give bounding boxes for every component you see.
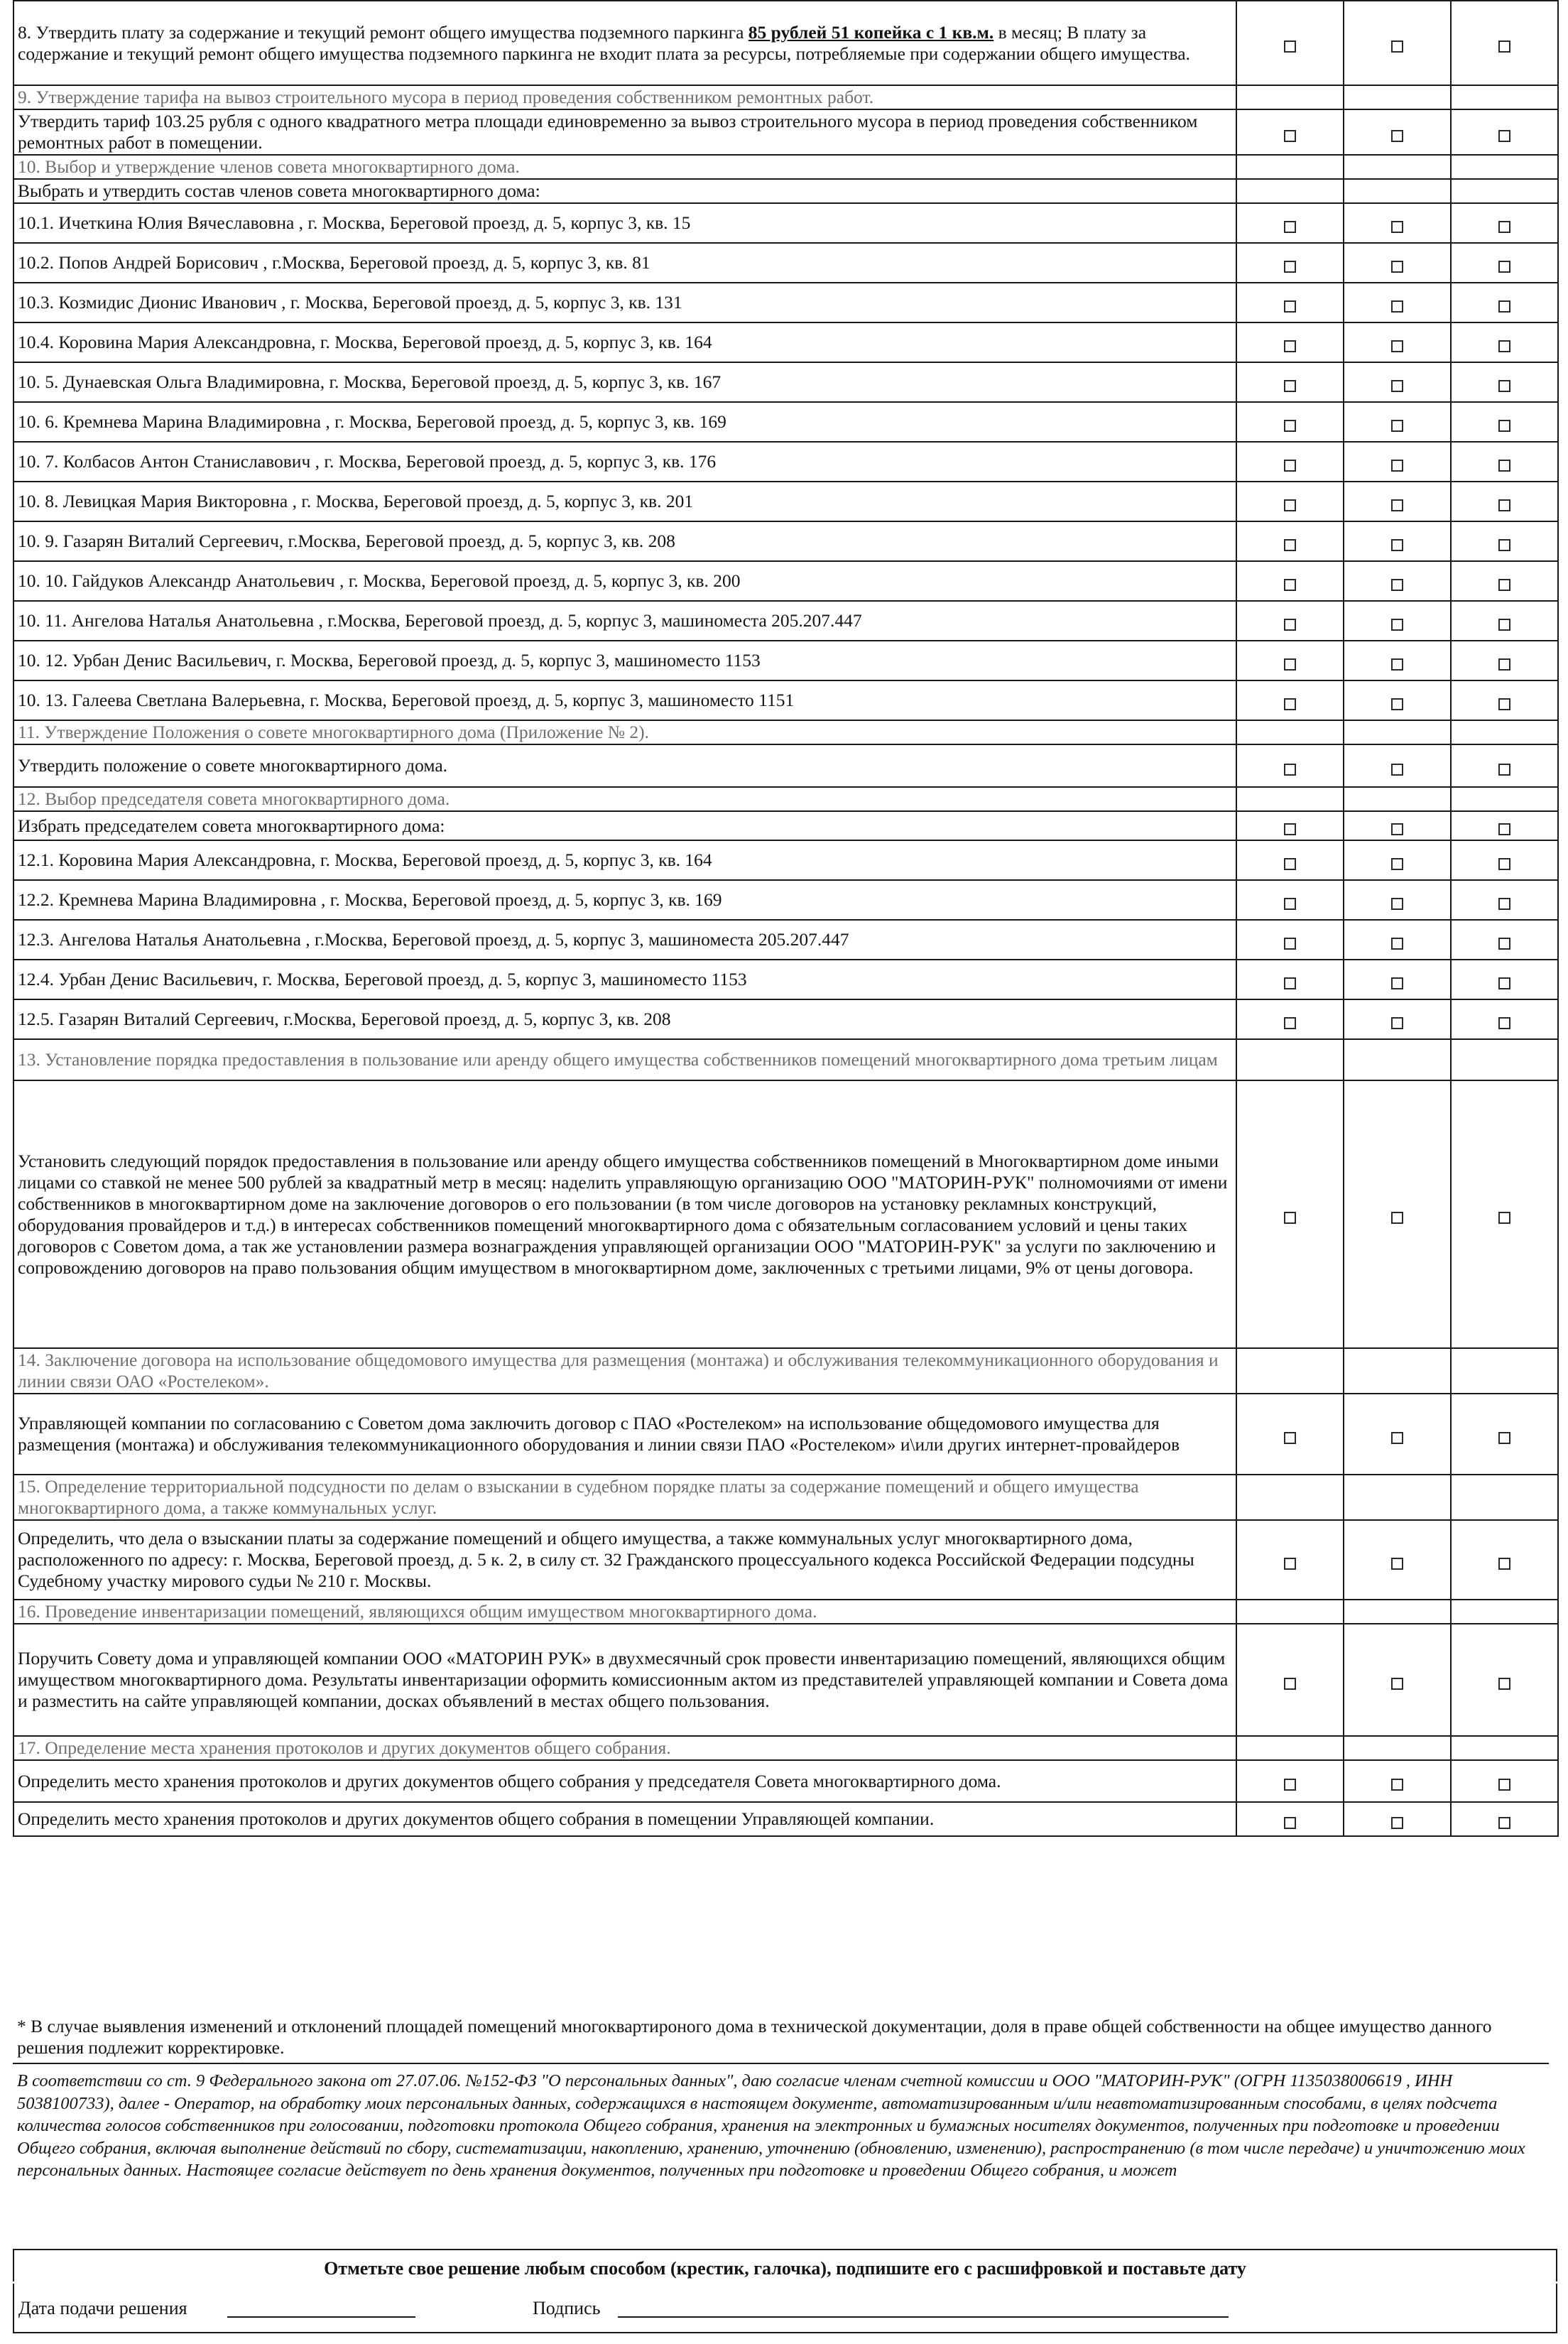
- vote-abstain-checkbox[interactable]: [1498, 1558, 1510, 1570]
- decision-row: [13, 442, 1558, 482]
- decision-text: 10. 6. Кремнева Марина Владимировна , г. Москва, Береговой проезд, д. 5, корпус 3, кв. 169: [13, 402, 1236, 442]
- signature-footer: [13, 2284, 1557, 2333]
- ballot-sheet: [13, 0, 1557, 1837]
- vote-cell: [1451, 720, 1558, 744]
- vote-for-checkbox[interactable]: [1284, 300, 1296, 313]
- vote-cell: [1236, 561, 1344, 601]
- vote-cell: [1344, 402, 1451, 442]
- vote-cell: [1451, 203, 1558, 243]
- vote-against-checkbox[interactable]: [1391, 619, 1403, 631]
- decision-row: [13, 999, 1558, 1039]
- vote-cell: [1344, 641, 1451, 680]
- decision-row: [13, 1760, 1558, 1802]
- vote-cell: [1451, 179, 1558, 203]
- vote-cell: [1236, 744, 1344, 787]
- vote-cell: [1344, 1039, 1451, 1080]
- vote-cell: [1344, 720, 1451, 744]
- vote-cell: [1344, 283, 1451, 322]
- vote-cell: [1451, 1394, 1558, 1475]
- decision-text: Утвердить тариф 103.25 рубля с одного квадратного метра площади единовременно за вывоз строительного мусора в период проведения собственником ремонтных работ в помещении.: [13, 109, 1236, 155]
- vote-against-checkbox[interactable]: [1391, 1779, 1403, 1791]
- section-heading: 14. Заключение договора на использование общедомового имущества для размещения (монтажа) и обслуживания телекоммуникационного оборудования и линии связи ОАО «Ростелеком».: [13, 1348, 1236, 1394]
- vote-cell: [1236, 442, 1344, 482]
- vote-cell: [1451, 641, 1558, 680]
- vote-abstain-checkbox[interactable]: [1498, 619, 1510, 631]
- decision-row: [13, 744, 1558, 787]
- vote-against-checkbox[interactable]: [1391, 420, 1403, 432]
- vote-cell: [1344, 442, 1451, 482]
- vote-against-checkbox[interactable]: [1391, 1432, 1403, 1444]
- vote-against-checkbox[interactable]: [1391, 1017, 1403, 1029]
- decision-row: [13, 1520, 1558, 1600]
- vote-cell: [1236, 482, 1344, 521]
- vote-cell: [1451, 243, 1558, 283]
- vote-against-checkbox[interactable]: [1391, 858, 1403, 870]
- section-heading: 10. Выбор и утверждение членов совета многоквартирного дома.: [13, 155, 1236, 179]
- vote-cell: [1451, 322, 1558, 362]
- vote-cell: [1344, 1394, 1451, 1475]
- vote-cell: [1451, 840, 1558, 880]
- decision-text: 10.4. Коровина Мария Александровна, г. Москва, Береговой проезд, д. 5, корпус 3, кв. 164: [13, 322, 1236, 362]
- section-heading-row: [13, 85, 1558, 109]
- vote-abstain-checkbox[interactable]: [1498, 1779, 1510, 1791]
- vote-cell: [1344, 999, 1451, 1039]
- decision-text: Утвердить положение о совете многоквартирного дома.: [13, 744, 1236, 787]
- vote-cell: [1451, 1039, 1558, 1080]
- decision-row: [13, 561, 1558, 601]
- vote-cell: [1451, 744, 1558, 787]
- vote-cell: [1236, 1624, 1344, 1736]
- decision-text: Поручить Совету дома и управляющей компании ООО «МАТОРИН РУК» в двухмесячный срок провести инвентаризацию помещений, являющихся общим имуществом многоквартирного дома. Результаты инвентаризации оформить комиссионным актом из представителей управляющей компании и Совета дома и разместить на сайте управляющей компании, досках объявлений в местах общего пользования.: [13, 1624, 1236, 1736]
- vote-cell: [1236, 840, 1344, 880]
- vote-cell: [1236, 179, 1344, 203]
- vote-abstain-checkbox[interactable]: [1498, 499, 1510, 511]
- section-heading-row: [13, 1600, 1558, 1624]
- vote-cell: [1344, 1600, 1451, 1624]
- decision-row: [13, 960, 1558, 999]
- section-heading-row: [13, 1736, 1558, 1760]
- decision-row: [13, 402, 1558, 442]
- decision-row: [13, 203, 1558, 243]
- vote-cell: [1451, 482, 1558, 521]
- vote-cell: [1344, 1, 1451, 85]
- decision-text: 10. 13. Галеева Светлана Валерьевна, г. Москва, Береговой проезд, д. 5, корпус 3, машиноместо 1151: [13, 680, 1236, 720]
- decision-text: 12.2. Кремнева Марина Владимировна , г. Москва, Береговой проезд, д. 5, корпус 3, кв. 169: [13, 880, 1236, 920]
- vote-cell: [1344, 1802, 1451, 1836]
- vote-for-checkbox[interactable]: [1284, 764, 1296, 776]
- vote-against-checkbox[interactable]: [1391, 938, 1403, 950]
- section-heading: 11. Утверждение Положения о совете многоквартирного дома (Приложение № 2).: [13, 720, 1236, 744]
- decision-row: [13, 322, 1558, 362]
- vote-cell: [1451, 680, 1558, 720]
- section-heading: 12. Выбор председателя совета многоквартирного дома.: [13, 787, 1236, 811]
- vote-cell: [1451, 283, 1558, 322]
- vote-cell: [1236, 1394, 1344, 1475]
- section-heading: 17. Определение места хранения протоколов и других документов общего собрания.: [13, 1736, 1236, 1760]
- decision-row: [13, 362, 1558, 402]
- vote-cell: [1451, 1760, 1558, 1802]
- decision-row: [13, 283, 1558, 322]
- vote-cell: [1451, 1475, 1558, 1520]
- vote-cell: [1344, 1760, 1451, 1802]
- vote-abstain-checkbox[interactable]: [1498, 1212, 1510, 1224]
- vote-cell: [1236, 1736, 1344, 1760]
- decision-text: 10. 9. Газарян Виталий Сергеевич, г.Москва, Береговой проезд, д. 5, корпус 3, кв. 208: [13, 521, 1236, 561]
- decision-text: Установить следующий порядок предоставления в пользование или аренду общего имущества собственников помещений в Многоквартирном доме иными лицами со ставкой не менее 500 рублей за квадратный метр в месяц: наделить управляющую организацию ООО "МАТОРИН-РУК" полномочиями от имени собственников в многоквартирном доме на заключение договоров о его пользовании (в том числе договоров на установку рекламных конструкций, оборудования провайдеров и т.д.) в интересах собственников помещений многоквартирного дома с обязательным согласованием условий и цены таких договоров с Советом дома, а так же установлении размера вознаграждения управляющей организации ООО "МАТОРИН-РУК" за услуги по заключению и сопровождению договоров на право пользования общим имуществом в многоквартирном доме, заключенных с третьими лицами, 9% от цены договора.: [13, 1080, 1236, 1348]
- decision-text: 10.2. Попов Андрей Борисович , г.Москва, Береговой проезд, д. 5, корпус 3, кв. 81: [13, 243, 1236, 283]
- vote-abstain-checkbox[interactable]: [1498, 40, 1510, 53]
- vote-cell: [1451, 521, 1558, 561]
- vote-cell: [1236, 283, 1344, 322]
- vote-cell: [1344, 521, 1451, 561]
- vote-cell: [1344, 322, 1451, 362]
- vote-cell: [1451, 920, 1558, 960]
- decision-text: Определить, что дела о взыскании платы за содержание помещений и общего имущества, а также коммунальных услуг многоквартирного дома, расположенного по адресу: г. Москва, Береговой проезд, д. 5 к. 2, в силу ст. 32 Гражданского процессуального кодекса Российской Федерации подсудны Судебному участку мирового судьи № 210 г. Москвы.: [13, 1520, 1236, 1600]
- vote-cell: [1236, 1600, 1344, 1624]
- signature-field[interactable]: [618, 2316, 1229, 2318]
- vote-cell: [1236, 322, 1344, 362]
- decision-text: Определить место хранения протоколов и других документов общего собрания в помещении Управляющей компании.: [13, 1802, 1236, 1836]
- vote-cell: [1344, 840, 1451, 880]
- vote-against-checkbox[interactable]: [1391, 300, 1403, 313]
- vote-for-checkbox[interactable]: [1284, 499, 1296, 511]
- voting-instruction: Отметьте свое решение любым способом (крестик, галочка), подпишите его с расшифровкой и поставьте дату: [13, 2249, 1557, 2281]
- vote-cell: [1344, 1475, 1451, 1520]
- vote-against-checkbox[interactable]: [1391, 1678, 1403, 1690]
- vote-cell: [1236, 880, 1344, 920]
- vote-cell: [1236, 1475, 1344, 1520]
- vote-cell: [1236, 402, 1344, 442]
- vote-cell: [1451, 109, 1558, 155]
- decision-text: 10. 8. Левицкая Мария Викторовна , г. Москва, Береговой проезд, д. 5, корпус 3, кв. 201: [13, 482, 1236, 521]
- vote-cell: [1344, 203, 1451, 243]
- vote-cell: [1344, 362, 1451, 402]
- vote-abstain-checkbox[interactable]: [1498, 698, 1510, 710]
- vote-cell: [1236, 720, 1344, 744]
- decision-text: 12.3. Ангелова Наталья Анатольевна , г.Москва, Береговой проезд, д. 5, корпус 3, машиноместа 205.207.447: [13, 920, 1236, 960]
- vote-cell: [1344, 109, 1451, 155]
- vote-cell: [1344, 601, 1451, 641]
- vote-abstain-checkbox[interactable]: [1498, 460, 1510, 472]
- vote-cell: [1344, 179, 1451, 203]
- vote-cell: [1344, 1348, 1451, 1394]
- vote-for-checkbox[interactable]: [1284, 340, 1296, 352]
- decision-text: 10. 12. Урбан Денис Васильевич, г. Москва, Береговой проезд, д. 5, корпус 3, машиноместо 1153: [13, 641, 1236, 680]
- vote-cell: [1451, 1080, 1558, 1348]
- vote-cell: [1236, 960, 1344, 999]
- decision-text: 10.1. Ичеткина Юлия Вячеславовна , г. Москва, Береговой проезд, д. 5, корпус 3, кв. 15: [13, 203, 1236, 243]
- vote-abstain-checkbox[interactable]: [1498, 420, 1510, 432]
- vote-cell: [1236, 920, 1344, 960]
- vote-abstain-checkbox[interactable]: [1498, 658, 1510, 671]
- vote-cell: [1236, 1520, 1344, 1600]
- decision-text-lead: 8. Утвердить плату за содержание и текущий ремонт общего имущества подземного паркинга: [18, 21, 748, 43]
- section-heading: 13. Установление порядка предоставления в пользование или аренду общего имущества собственников помещений многоквартирного дома третьим лицам: [13, 1039, 1236, 1080]
- vote-for-checkbox[interactable]: [1284, 1432, 1296, 1444]
- vote-cell: [1344, 155, 1451, 179]
- vote-cell: [1236, 155, 1344, 179]
- vote-against-checkbox[interactable]: [1391, 499, 1403, 511]
- vote-cell: [1344, 1080, 1451, 1348]
- vote-cell: [1451, 1348, 1558, 1394]
- vote-cell: [1344, 1624, 1451, 1736]
- vote-abstain-checkbox[interactable]: [1498, 1017, 1510, 1029]
- vote-abstain-checkbox[interactable]: [1498, 898, 1510, 910]
- vote-cell: [1451, 1802, 1558, 1836]
- signature-label: Подпись: [533, 2298, 601, 2318]
- decision-text: 12.1. Коровина Мария Александровна, г. Москва, Береговой проезд, д. 5, корпус 3, кв. 164: [13, 840, 1236, 880]
- vote-against-checkbox[interactable]: [1391, 698, 1403, 710]
- section-heading: 15. Определение территориальной подсудности по делам о взыскании в судебном порядке платы за содержание помещений и общего имущества многоквартирного дома, а также коммунальных услуг.: [13, 1475, 1236, 1520]
- vote-abstain-checkbox[interactable]: [1498, 1817, 1510, 1829]
- vote-against-checkbox[interactable]: [1391, 40, 1403, 53]
- decision-row: [13, 243, 1558, 283]
- decision-text: 12.5. Газарян Виталий Сергеевич, г.Москва, Береговой проезд, д. 5, корпус 3, кв. 208: [13, 999, 1236, 1039]
- vote-abstain-checkbox[interactable]: [1498, 1432, 1510, 1444]
- vote-for-checkbox[interactable]: [1284, 698, 1296, 710]
- vote-against-checkbox[interactable]: [1391, 1212, 1403, 1224]
- vote-cell: [1236, 1760, 1344, 1802]
- decision-text: 10. 7. Колбасов Антон Станиславович , г. Москва, Береговой проезд, д. 5, корпус 3, кв. 176: [13, 442, 1236, 482]
- vote-cell: [1451, 1, 1558, 85]
- vote-cell: [1344, 960, 1451, 999]
- vote-abstain-checkbox[interactable]: [1498, 823, 1510, 835]
- vote-for-checkbox[interactable]: [1284, 579, 1296, 591]
- vote-abstain-checkbox[interactable]: [1498, 938, 1510, 950]
- vote-against-checkbox[interactable]: [1391, 823, 1403, 835]
- decision-row: [13, 1080, 1558, 1348]
- vote-cell: [1451, 880, 1558, 920]
- vote-cell: [1236, 1348, 1344, 1394]
- vote-cell: [1344, 561, 1451, 601]
- vote-cell: [1451, 402, 1558, 442]
- vote-for-checkbox[interactable]: [1284, 1678, 1296, 1690]
- decision-row: [13, 811, 1558, 840]
- vote-for-checkbox[interactable]: [1284, 539, 1296, 551]
- vote-against-checkbox[interactable]: [1391, 130, 1403, 142]
- vote-cell: [1236, 641, 1344, 680]
- vote-cell: [1236, 1080, 1344, 1348]
- vote-cell: [1236, 787, 1344, 811]
- vote-against-checkbox[interactable]: [1391, 460, 1403, 472]
- vote-abstain-checkbox[interactable]: [1498, 1678, 1510, 1690]
- decision-text: 10. 11. Ангелова Наталья Анатольевна , г.Москва, Береговой проезд, д. 5, корпус 3, машиноместа 205.207.447: [13, 601, 1236, 641]
- section-heading-row: [13, 1475, 1558, 1520]
- vote-abstain-checkbox[interactable]: [1498, 764, 1510, 776]
- vote-cell: [1451, 1520, 1558, 1600]
- vote-against-checkbox[interactable]: [1391, 898, 1403, 910]
- vote-for-checkbox[interactable]: [1284, 1779, 1296, 1791]
- decision-row: [13, 482, 1558, 521]
- vote-cell: [1344, 920, 1451, 960]
- vote-against-checkbox[interactable]: [1391, 1558, 1403, 1570]
- vote-for-checkbox[interactable]: [1284, 460, 1296, 472]
- vote-cell: [1236, 999, 1344, 1039]
- vote-cell: [1451, 362, 1558, 402]
- vote-abstain-checkbox[interactable]: [1498, 221, 1510, 233]
- decision-text: Определить место хранения протоколов и других документов общего собрания у председателя Совета многоквартирного дома.: [13, 1760, 1236, 1802]
- vote-for-checkbox[interactable]: [1284, 938, 1296, 950]
- decision-row: [13, 1802, 1558, 1836]
- section-heading-row: [13, 1348, 1558, 1394]
- vote-for-checkbox[interactable]: [1284, 977, 1296, 989]
- vote-for-checkbox[interactable]: [1284, 261, 1296, 273]
- vote-against-checkbox[interactable]: [1391, 764, 1403, 776]
- decision-text: 10.3. Козмидис Дионис Иванович , г. Москва, Береговой проезд, д. 5, корпус 3, кв. 131: [13, 283, 1236, 322]
- vote-against-checkbox[interactable]: [1391, 579, 1403, 591]
- vote-cell: [1451, 1624, 1558, 1736]
- vote-abstain-checkbox[interactable]: [1498, 380, 1510, 392]
- vote-for-checkbox[interactable]: [1284, 380, 1296, 392]
- vote-cell: [1451, 960, 1558, 999]
- decision-row: [13, 920, 1558, 960]
- vote-for-checkbox[interactable]: [1284, 898, 1296, 910]
- section-heading-row: [13, 787, 1558, 811]
- decision-row: [13, 880, 1558, 920]
- vote-cell: [1451, 561, 1558, 601]
- ballot-table-body: [13, 1, 1558, 1836]
- decision-row: [13, 521, 1558, 561]
- ballot-table: [13, 0, 1559, 1837]
- vote-abstain-checkbox[interactable]: [1498, 261, 1510, 273]
- decision-row: [13, 1, 1558, 85]
- vote-cell: [1451, 999, 1558, 1039]
- vote-against-checkbox[interactable]: [1391, 221, 1403, 233]
- decision-row: [13, 109, 1558, 155]
- vote-for-checkbox[interactable]: [1284, 420, 1296, 432]
- decision-row: [13, 840, 1558, 880]
- vote-against-checkbox[interactable]: [1391, 658, 1403, 671]
- vote-cell: [1236, 203, 1344, 243]
- decision-row: [13, 641, 1558, 680]
- vote-cell: [1451, 811, 1558, 840]
- vote-cell: [1344, 85, 1451, 109]
- vote-cell: [1451, 155, 1558, 179]
- vote-cell: [1236, 243, 1344, 283]
- vote-against-checkbox[interactable]: [1391, 539, 1403, 551]
- vote-cell: [1344, 744, 1451, 787]
- vote-cell: [1344, 811, 1451, 840]
- vote-abstain-checkbox[interactable]: [1498, 340, 1510, 352]
- vote-cell: [1236, 85, 1344, 109]
- decision-text: Управляющей компании по согласованию с Советом дома заключить договор с ПАО «Ростелеком» на использование общедомового имущества для размещения (монтажа) и обслуживания телекоммуникационного оборудования и линии связи ПАО «Ростелеком» и\или других интернет-провайдеров: [13, 1394, 1236, 1475]
- vote-against-checkbox[interactable]: [1391, 1817, 1403, 1829]
- vote-cell: [1236, 1039, 1344, 1080]
- vote-cell: [1344, 243, 1451, 283]
- decision-text: 10. 5. Дунаевская Ольга Владимировна, г. Москва, Береговой проезд, д. 5, корпус 3, кв. 167: [13, 362, 1236, 402]
- vote-for-checkbox[interactable]: [1284, 858, 1296, 870]
- vote-cell: [1236, 601, 1344, 641]
- date-field[interactable]: [227, 2316, 415, 2318]
- section-heading: 16. Проведение инвентаризации помещений, являющихся общим имуществом многоквартирного дома.: [13, 1600, 1236, 1624]
- personal-data-consent: В соответствии со ст. 9 Федерального закона от 27.07.06. №152-ФЗ "О персональных данных", даю согласие членам счетной комиссии и ООО "МАТОРИН-РУК" (ОГРН 1135038006619 , ИНН 5038100733), далее - Оператор, на обработку моих персональных данных, содержащихся в настоящем документе, автоматизированным и/или неавтоматизированным способами, в целях подсчета количества голосов собственников при голосовании, подготовки протокола Общего собрания, хранения на электронных и бумажных носителях документов, полученных при подготовке и проведении Общего собрания, включая выполнение действий по сбору, систематизации, накоплению, хранению, уточнению (обновлению, изменению), распространению (в том числе передаче) и уничтожению моих персональных данных. Настоящее согласие действует по день хранения документов, полученных при подготовке и проведении Общего собрания, и может: [17, 2071, 1525, 2180]
- vote-cell: [1451, 85, 1558, 109]
- vote-cell: [1451, 1736, 1558, 1760]
- vote-for-checkbox[interactable]: [1284, 658, 1296, 671]
- vote-cell: [1236, 1802, 1344, 1836]
- vote-cell: [1236, 109, 1344, 155]
- vote-for-checkbox[interactable]: [1284, 40, 1296, 53]
- vote-cell: [1236, 680, 1344, 720]
- vote-for-checkbox[interactable]: [1284, 1212, 1296, 1224]
- vote-for-checkbox[interactable]: [1284, 1017, 1296, 1029]
- decision-text: [13, 1, 1236, 85]
- vote-abstain-checkbox[interactable]: [1498, 539, 1510, 551]
- vote-cell: [1236, 1, 1344, 85]
- decision-text: Избрать председателем совета многоквартирного дома:: [13, 811, 1236, 840]
- vote-against-checkbox[interactable]: [1391, 340, 1403, 352]
- vote-cell: [1344, 1736, 1451, 1760]
- vote-against-checkbox[interactable]: [1391, 261, 1403, 273]
- section-heading-row: [13, 1039, 1558, 1080]
- section-heading: 9. Утверждение тарифа на вывоз строительного мусора в период проведения собственником ремонтных работ.: [13, 85, 1236, 109]
- vote-against-checkbox[interactable]: [1391, 380, 1403, 392]
- date-label: Дата подачи решения: [18, 2298, 187, 2318]
- vote-abstain-checkbox[interactable]: [1498, 977, 1510, 989]
- vote-abstain-checkbox[interactable]: [1498, 300, 1510, 313]
- decision-row: [13, 179, 1558, 203]
- vote-for-checkbox[interactable]: [1284, 1817, 1296, 1829]
- decision-row: [13, 680, 1558, 720]
- vote-for-checkbox[interactable]: [1284, 1558, 1296, 1570]
- vote-for-checkbox[interactable]: [1284, 130, 1296, 142]
- decision-amount: 85 рублей 51 копейка с 1 кв.м.: [748, 21, 994, 43]
- vote-cell: [1344, 787, 1451, 811]
- vote-against-checkbox[interactable]: [1391, 977, 1403, 989]
- vote-cell: [1451, 601, 1558, 641]
- vote-for-checkbox[interactable]: [1284, 823, 1296, 835]
- vote-cell: [1451, 442, 1558, 482]
- vote-abstain-checkbox[interactable]: [1498, 130, 1510, 142]
- decision-row: [13, 1624, 1558, 1736]
- vote-cell: [1344, 1520, 1451, 1600]
- decision-text-rest: в месяц; В плату за содержание и текущий ремонт общего имущества подземного паркинга не входит плата за ресурсы, потребляемые при содержании общего имущества.: [18, 21, 1190, 64]
- decision-text: 10. 10. Гайдуков Александр Анатольевич , г. Москва, Береговой проезд, д. 5, корпус 3, кв. 200: [13, 561, 1236, 601]
- area-change-note: * В случае выявления изменений и отклонений площадей помещений многоквартироного дома в технической документации, доля в праве общей собственности на общее имущество данного решения подлежит корректировке.: [13, 2012, 1549, 2064]
- vote-cell: [1344, 482, 1451, 521]
- decision-row: [13, 601, 1558, 641]
- vote-cell: [1236, 362, 1344, 402]
- vote-for-checkbox[interactable]: [1284, 619, 1296, 631]
- vote-cell: [1451, 787, 1558, 811]
- vote-cell: [1236, 521, 1344, 561]
- section-heading-row: [13, 155, 1558, 179]
- decision-text: Выбрать и утвердить состав членов совета многоквартирного дома:: [13, 179, 1236, 203]
- vote-abstain-checkbox[interactable]: [1498, 579, 1510, 591]
- vote-cell: [1344, 680, 1451, 720]
- vote-for-checkbox[interactable]: [1284, 221, 1296, 233]
- vote-cell: [1451, 1600, 1558, 1624]
- decision-text: 12.4. Урбан Денис Васильевич, г. Москва, Береговой проезд, д. 5, корпус 3, машиноместо 1153: [13, 960, 1236, 999]
- vote-abstain-checkbox[interactable]: [1498, 858, 1510, 870]
- decision-row: [13, 1394, 1558, 1475]
- vote-cell: [1344, 880, 1451, 920]
- section-heading-row: [13, 720, 1558, 744]
- vote-cell: [1236, 811, 1344, 840]
